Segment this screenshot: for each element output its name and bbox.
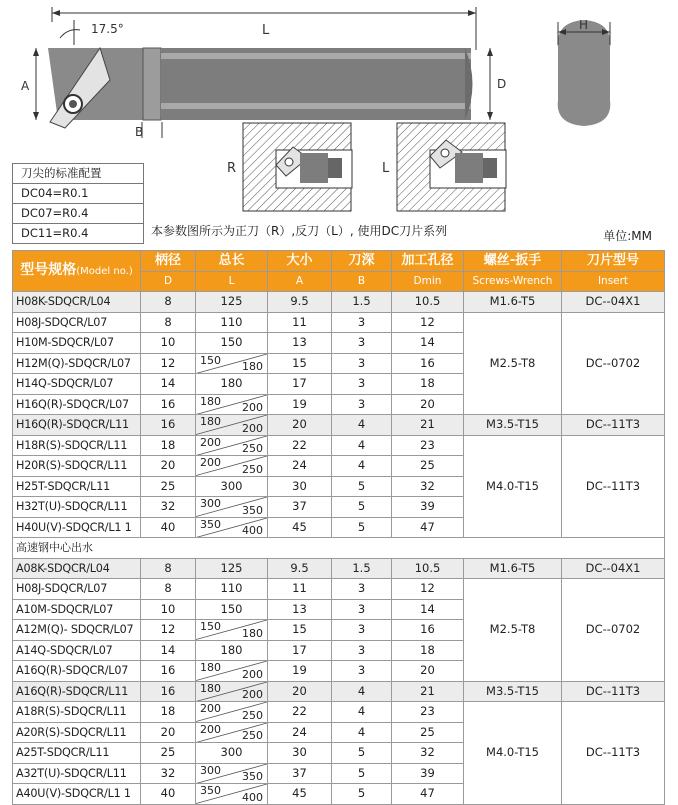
shank-diameter-cell: 10: [141, 599, 196, 620]
length-cell: 180: [196, 640, 268, 661]
length-range-cell: [196, 394, 268, 415]
min-bore-cell: 20: [392, 394, 464, 415]
length-min: 180: [200, 681, 221, 695]
length-cell: 110: [196, 579, 268, 600]
size-cell: 30: [268, 743, 332, 764]
shank-diameter-cell: 12: [141, 353, 196, 374]
model-cell: A12M(Q)- SDQCR/L07: [13, 620, 141, 641]
length-max: 250: [242, 708, 263, 722]
subheader-b: B: [332, 271, 392, 292]
cut-depth-cell: 4: [332, 415, 392, 436]
spec-table: [12, 250, 665, 805]
length-range-cell: [196, 722, 268, 743]
subheader-insert: Insert: [562, 271, 665, 292]
dim-B-label: B: [135, 125, 144, 139]
shank-diameter-cell: 25: [141, 743, 196, 764]
size-cell: 17: [268, 374, 332, 395]
section-label: 高速钢中心出水: [13, 538, 665, 559]
shank-diameter-cell: 32: [141, 763, 196, 784]
cut-depth-cell: 3: [332, 640, 392, 661]
length-range-cell: [196, 784, 268, 805]
cut-depth-cell: 3: [332, 620, 392, 641]
table-row: [13, 558, 665, 579]
length-max: 180: [242, 626, 263, 640]
min-bore-cell: 14: [392, 599, 464, 620]
table-header-row: [13, 251, 665, 272]
length-range-cell: [196, 681, 268, 702]
screw-wrench-cell: M2.5-T8: [464, 312, 562, 415]
size-cell: 20: [268, 681, 332, 702]
length-range-cell: [196, 702, 268, 723]
length-range-cell: [196, 415, 268, 436]
length-min: 200: [200, 435, 221, 449]
table-row: [13, 292, 665, 313]
shank-diameter-cell: 8: [141, 579, 196, 600]
length-range-cell: [196, 353, 268, 374]
min-bore-cell: 21: [392, 681, 464, 702]
size-cell: 15: [268, 620, 332, 641]
length-min: 350: [200, 517, 221, 531]
cut-depth-cell: 1.5: [332, 558, 392, 579]
length-range-cell: [196, 620, 268, 641]
size-cell: 37: [268, 763, 332, 784]
size-cell: 24: [268, 456, 332, 477]
cut-depth-cell: 3: [332, 374, 392, 395]
length-max: 250: [242, 462, 263, 476]
shank-diameter-cell: 18: [141, 702, 196, 723]
model-cell: A40U(V)-SDQCR/L1 1: [13, 784, 141, 805]
min-bore-cell: 25: [392, 456, 464, 477]
cut-depth-cell: 3: [332, 333, 392, 354]
model-cell: A20R(S)-SDQCR/L11: [13, 722, 141, 743]
usage-note: 本参数图所示为正刀（R）,反刀（L）, 使用DC刀片系列: [151, 224, 448, 238]
length-range-cell: [196, 517, 268, 538]
model-cell: H16Q(R)-SDQCR/L07: [13, 394, 141, 415]
length-range-cell: [196, 497, 268, 518]
length-max: 250: [242, 442, 263, 455]
insert-cell: DC--11T3: [562, 435, 665, 538]
model-cell: H40U(V)-SDQCR/L1 1: [13, 517, 141, 538]
min-bore-cell: 47: [392, 784, 464, 805]
length-max: 400: [242, 524, 263, 537]
model-cell: A14Q-SDQCR/L07: [13, 640, 141, 661]
cut-depth-cell: 3: [332, 579, 392, 600]
tip-config-box: [12, 163, 144, 244]
size-cell: 22: [268, 435, 332, 456]
model-cell: H14Q-SDQCR/L07: [13, 374, 141, 395]
cut-depth-cell: 3: [332, 394, 392, 415]
length-cell: 125: [196, 558, 268, 579]
size-cell: 30: [268, 476, 332, 497]
header-size: 大小: [268, 251, 332, 272]
model-cell: H08K-SDQCR/L04: [13, 292, 141, 313]
shank-diameter-cell: 40: [141, 784, 196, 805]
length-min: 180: [200, 415, 221, 428]
min-bore-cell: 10.5: [392, 292, 464, 313]
min-bore-cell: 32: [392, 743, 464, 764]
header-cut-depth: 刀深: [332, 251, 392, 272]
min-bore-cell: 18: [392, 640, 464, 661]
length-min: 150: [200, 353, 221, 367]
screw-wrench-cell: M4.0-T15: [464, 435, 562, 538]
size-cell: 13: [268, 333, 332, 354]
min-bore-cell: 16: [392, 353, 464, 374]
model-cell: H20R(S)-SDQCR/L11: [13, 456, 141, 477]
tip-config-title: 刀尖的标准配置: [13, 164, 143, 184]
shank-diameter-cell: 10: [141, 333, 196, 354]
size-cell: 45: [268, 517, 332, 538]
length-min: 200: [200, 456, 221, 469]
model-cell: H08J-SDQCR/L07: [13, 579, 141, 600]
table-row: [13, 681, 665, 702]
dim-D-label: D: [497, 77, 507, 91]
screw-wrench-cell: M3.5-T15: [464, 415, 562, 436]
size-cell: 24: [268, 722, 332, 743]
min-bore-cell: 16: [392, 620, 464, 641]
min-bore-cell: 47: [392, 517, 464, 538]
header-total-length: 总长: [196, 251, 268, 272]
tip-config-row: DC11=R0.4: [13, 224, 143, 244]
model-cell: H32T(U)-SDQCR/L11: [13, 497, 141, 518]
model-cell: H16Q(R)-SDQCR/L11: [13, 415, 141, 436]
screw-wrench-cell: M3.5-T15: [464, 681, 562, 702]
shank-diameter-cell: 25: [141, 476, 196, 497]
min-bore-cell: 14: [392, 333, 464, 354]
cut-depth-cell: 3: [332, 353, 392, 374]
model-cell: H25T-SDQCR/L11: [13, 476, 141, 497]
screw-wrench-cell: M2.5-T8: [464, 579, 562, 682]
insert-cell: DC--0702: [562, 312, 665, 415]
length-cell: 150: [196, 333, 268, 354]
model-cell: A16Q(R)-SDQCR/L11: [13, 681, 141, 702]
length-range-cell: [196, 763, 268, 784]
tip-config-row: DC04=R0.1: [13, 184, 143, 204]
table-row: [13, 702, 665, 723]
shank-diameter-cell: 8: [141, 292, 196, 313]
cut-depth-cell: 5: [332, 743, 392, 764]
min-bore-cell: 39: [392, 497, 464, 518]
cut-depth-cell: 5: [332, 763, 392, 784]
view-R-label: R: [227, 161, 237, 176]
cut-depth-cell: 4: [332, 702, 392, 723]
shank-diameter-cell: 14: [141, 374, 196, 395]
subheader-screws: Screws-Wrench: [464, 271, 562, 292]
shank-diameter-cell: 16: [141, 681, 196, 702]
cut-depth-cell: 4: [332, 722, 392, 743]
size-cell: 11: [268, 579, 332, 600]
size-cell: 22: [268, 702, 332, 723]
cut-depth-cell: 3: [332, 312, 392, 333]
shank-diameter-cell: 20: [141, 456, 196, 477]
min-bore-cell: 39: [392, 763, 464, 784]
subheader-d: D: [141, 271, 196, 292]
section-row: [13, 538, 665, 559]
min-bore-cell: 20: [392, 661, 464, 682]
insert-cell: DC--0702: [562, 579, 665, 682]
min-bore-cell: 25: [392, 722, 464, 743]
min-bore-cell: 23: [392, 702, 464, 723]
table-row: [13, 579, 665, 600]
model-cell: H10M-SDQCR/L07: [13, 333, 141, 354]
size-cell: 19: [268, 394, 332, 415]
length-min: 300: [200, 763, 221, 777]
cut-depth-cell: 4: [332, 435, 392, 456]
length-max: 350: [242, 770, 263, 783]
size-cell: 15: [268, 353, 332, 374]
length-max: 200: [242, 688, 263, 701]
length-max: 180: [242, 360, 263, 373]
table-row: [13, 312, 665, 333]
group-2-body: [13, 558, 665, 804]
header-screw-wrench: 螺丝-扳手: [464, 251, 562, 272]
length-cell: 300: [196, 476, 268, 497]
cut-depth-cell: 5: [332, 497, 392, 518]
length-cell: 125: [196, 292, 268, 313]
size-cell: 11: [268, 312, 332, 333]
length-min: 150: [200, 620, 221, 633]
length-max: 200: [242, 421, 263, 435]
cut-depth-cell: 5: [332, 476, 392, 497]
length-range-cell: [196, 435, 268, 456]
min-bore-cell: 12: [392, 579, 464, 600]
model-cell: H18R(S)-SDQCR/L11: [13, 435, 141, 456]
shank-diameter-cell: 16: [141, 661, 196, 682]
length-min: 200: [200, 722, 221, 736]
cut-depth-cell: 1.5: [332, 292, 392, 313]
dim-H-label: H: [579, 18, 589, 32]
length-cell: 300: [196, 743, 268, 764]
screw-wrench-cell: M4.0-T15: [464, 702, 562, 805]
model-cell: H08J-SDQCR/L07: [13, 312, 141, 333]
length-min: 180: [200, 394, 221, 408]
length-max: 250: [242, 729, 263, 742]
length-max: 200: [242, 401, 263, 414]
insert-cell: DC--04X1: [562, 292, 665, 313]
length-min: 200: [200, 702, 221, 715]
min-bore-cell: 12: [392, 312, 464, 333]
unit-label: 单位:MM: [603, 229, 652, 243]
dim-L-label: L: [262, 23, 270, 38]
min-bore-cell: 18: [392, 374, 464, 395]
model-cell: A10M-SDQCR/L07: [13, 599, 141, 620]
model-cell: A25T-SDQCR/L11: [13, 743, 141, 764]
shank-diameter-cell: 32: [141, 497, 196, 518]
header-min-bore: 加工孔径: [392, 251, 464, 272]
cut-depth-cell: 4: [332, 456, 392, 477]
length-max: 200: [242, 667, 263, 681]
size-cell: 37: [268, 497, 332, 518]
model-cell: H12M(Q)-SDQCR/L07: [13, 353, 141, 374]
shank-diameter-cell: 14: [141, 640, 196, 661]
subheader-l: L: [196, 271, 268, 292]
table-row: [13, 415, 665, 436]
model-cell: A08K-SDQCR/L04: [13, 558, 141, 579]
view-L-label: L: [382, 161, 390, 176]
size-cell: 13: [268, 599, 332, 620]
min-bore-cell: 32: [392, 476, 464, 497]
size-cell: 20: [268, 415, 332, 436]
length-max: 350: [242, 503, 263, 517]
length-min: 180: [200, 661, 221, 674]
shank-diameter-cell: 12: [141, 620, 196, 641]
cut-depth-cell: 5: [332, 784, 392, 805]
subheader-dmin: Dmin: [392, 271, 464, 292]
size-cell: 9.5: [268, 292, 332, 313]
table-row: [13, 435, 665, 456]
screw-wrench-cell: M1.6-T5: [464, 292, 562, 313]
size-cell: 19: [268, 661, 332, 682]
length-range-cell: [196, 456, 268, 477]
group-1-body: [13, 292, 665, 538]
shank-diameter-cell: 18: [141, 435, 196, 456]
shank-diameter-cell: 16: [141, 415, 196, 436]
shank-diameter-cell: 8: [141, 312, 196, 333]
cut-depth-cell: 4: [332, 681, 392, 702]
insert-cell: DC--11T3: [562, 415, 665, 436]
model-cell: A16Q(R)-SDQCR/L07: [13, 661, 141, 682]
length-min: 350: [200, 784, 221, 797]
min-bore-cell: 23: [392, 435, 464, 456]
shank-diameter-cell: 16: [141, 394, 196, 415]
length-cell: 180: [196, 374, 268, 395]
shank-diameter-cell: 20: [141, 722, 196, 743]
subheader-a: A: [268, 271, 332, 292]
shank-diameter-cell: 8: [141, 558, 196, 579]
header-insert: 刀片型号: [562, 251, 665, 272]
length-cell: 110: [196, 312, 268, 333]
size-cell: 9.5: [268, 558, 332, 579]
length-cell: 150: [196, 599, 268, 620]
model-cell: A32T(U)-SDQCR/L11: [13, 763, 141, 784]
header-shank-diameter: 柄径: [141, 251, 196, 272]
length-max: 400: [242, 790, 263, 804]
insert-cell: DC--11T3: [562, 681, 665, 702]
cut-depth-cell: 5: [332, 517, 392, 538]
size-cell: 45: [268, 784, 332, 805]
insert-cell: DC--11T3: [562, 702, 665, 805]
angle-label: 17.5°: [91, 22, 124, 36]
header-model: 型号规格(Model no.): [13, 251, 141, 292]
shank-diameter-cell: 40: [141, 517, 196, 538]
length-range-cell: [196, 661, 268, 682]
min-bore-cell: 10.5: [392, 558, 464, 579]
model-cell: A18R(S)-SDQCR/L11: [13, 702, 141, 723]
insert-cell: DC--04X1: [562, 558, 665, 579]
cut-depth-cell: 3: [332, 599, 392, 620]
length-min: 300: [200, 497, 221, 510]
dim-A-label: A: [21, 79, 30, 93]
min-bore-cell: 21: [392, 415, 464, 436]
tip-config-row: DC07=R0.4: [13, 204, 143, 224]
size-cell: 17: [268, 640, 332, 661]
screw-wrench-cell: M1.6-T5: [464, 558, 562, 579]
cut-depth-cell: 3: [332, 661, 392, 682]
